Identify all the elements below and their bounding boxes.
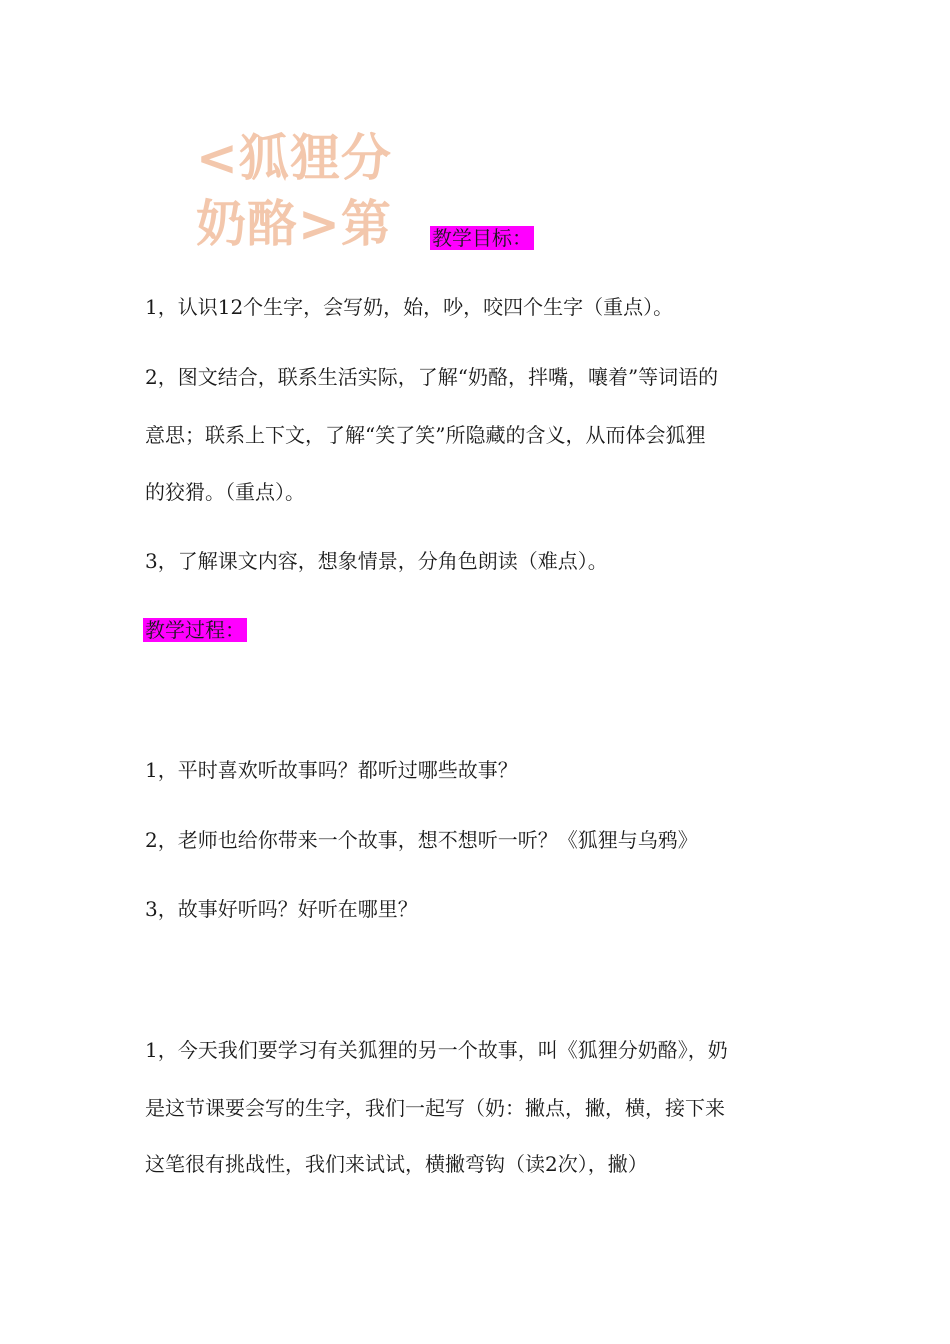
section-heading-goals — [430, 224, 534, 252]
process-new-line-1-cont: 是这节课要会写的生字，我们一起写（奶：撇点，撇，横，接下来 — [145, 1096, 725, 1120]
goal-line-3: 3，了解课文内容，想象情景，分角色朗读（难点）。 — [145, 549, 608, 573]
goal-line-2: 2，图文结合，联系生活实际，了解“奶酪，拌嘴，嚷着”等词语的 — [145, 365, 719, 389]
section-heading-process — [143, 616, 247, 644]
goal-line-2-cont: 意思；联系上下文，了解“笑了笑”所隐藏的含义，从而体会狐狸 — [145, 423, 706, 447]
document-title: <狐狸分奶酪>第 — [196, 129, 392, 253]
process-new-line-1-cont: 这笔很有挑战性，我们来试试，横撇弯钩（读2次），撇） — [145, 1152, 648, 1176]
goal-line-2-cont: 的狡猾。（重点）。 — [145, 480, 305, 504]
process-new-line-1: 1，今天我们要学习有关狐狸的另一个故事，叫《狐狸分奶酪》，奶 — [145, 1038, 728, 1062]
process-intro-line-3: 3，故事好听吗？好听在哪里？ — [145, 897, 418, 921]
goal-line-1: 1，认识12个生字，会写奶，始，吵，咬四个生字（重点）。 — [145, 295, 674, 319]
process-intro-line-1: 1，平时喜欢听故事吗？都听过哪些故事？ — [145, 758, 518, 782]
document-title-area — [196, 125, 416, 253]
highlighted-heading: 教学目标： — [432, 226, 532, 250]
highlighted-heading: 教学过程： — [145, 618, 245, 642]
process-intro-line-2: 2，老师也给你带来一个故事，想不想听一听？《狐狸与乌鸦》 — [145, 828, 698, 852]
